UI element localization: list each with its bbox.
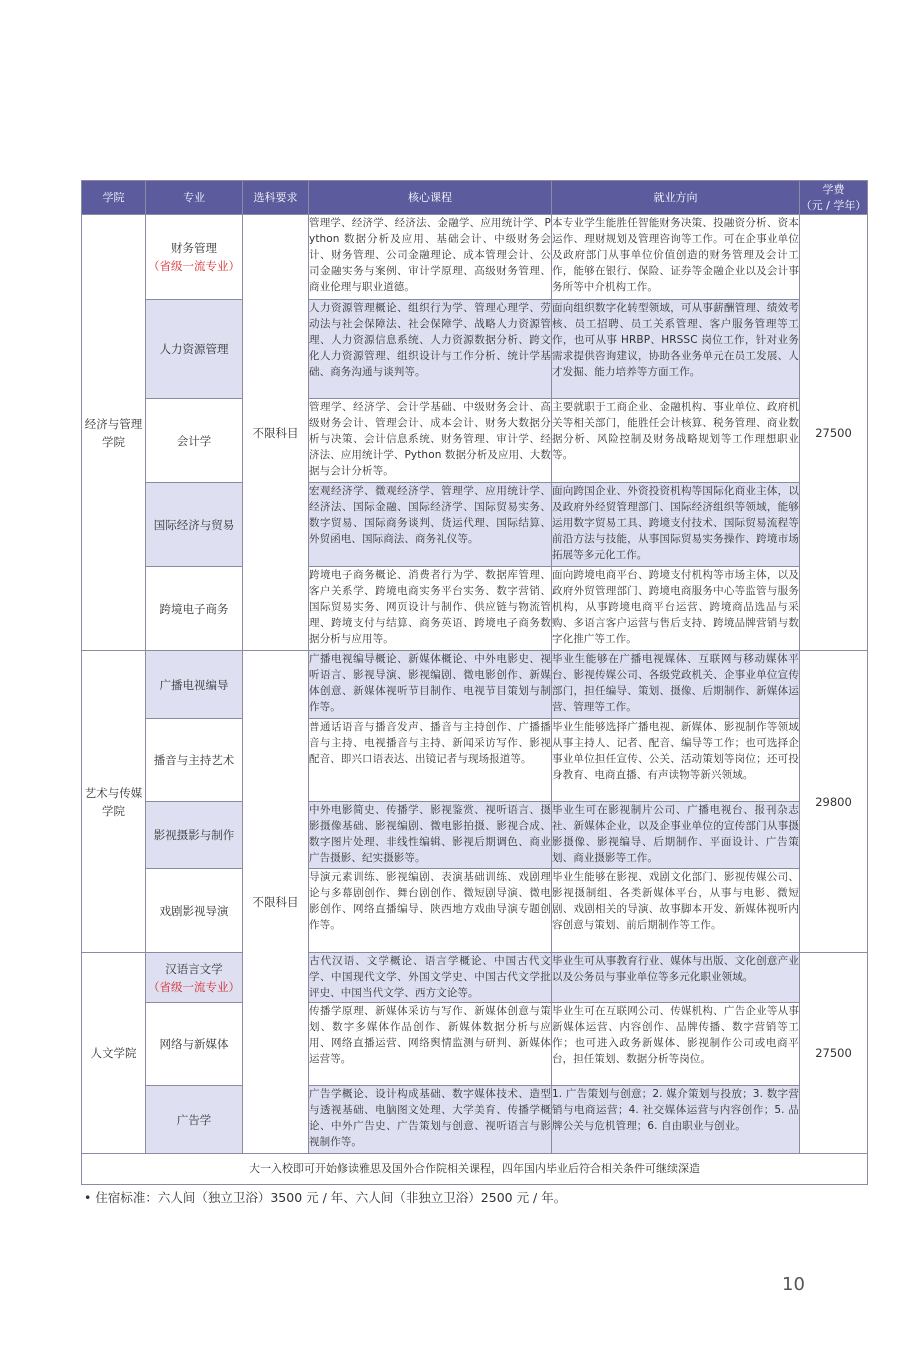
header-fee — [800, 181, 868, 215]
table-row — [82, 483, 868, 567]
career-cell: 面向跨境电商平台、跨境支付机构等市场主体，以及政府外贸管理部门、跨境电商服务中心等监管与服务机构，从事跨境电商平台运营、跨境商品选品与采购、多语言客户运营与售后支持、跨境品牌营销与数字化推广等工作。 — [552, 567, 800, 651]
table-row — [82, 399, 868, 483]
header-requirement: 选科要求 — [243, 181, 309, 215]
career-cell: 面向跨国企业、外资投资机构等国际化商业主体，以及政府外经贸管理部门、国际经济组织等领域，能够运用数字贸易工具、跨境支付技术、国际贸易流程等前沿方法与技能，从事国际贸易实务操作、跨境市场拓展等多元化工作。 — [552, 483, 800, 567]
career-cell: 毕业生能够在广播电视媒体、互联网与移动媒体平台、影视传媒公司、各级党政机关、企事业单位宣传部门，担任编导、策划、摄像、后期制作、新媒体运营、管理等工作。 — [552, 651, 800, 719]
courses-cell: 中外电影简史、传播学、影视鉴赏、视听语言、摄影摄像基础、影视编剧、微电影拍摄、影视合成、数字图片处理、非线性编辑、影视后期调色、商业广告摄影、纪实摄影等。 — [309, 802, 552, 869]
major-name: 戏剧影视导演 — [159, 903, 229, 918]
major-name: 人力资源管理 — [159, 342, 229, 356]
major-cell — [146, 953, 243, 1003]
fee-cell: 29800 — [800, 651, 868, 953]
major-cell — [146, 869, 243, 953]
major-cell — [146, 651, 243, 719]
fee-cell: 27500 — [800, 953, 868, 1154]
table-row — [82, 1086, 868, 1154]
courses-cell: 管理学、经济学、经济法、金融学、应用统计学、Python 数据分析及应用、基础会计、中级财务会计、财务管理、公司金融理论、成本管理会计、公司金融实务与案例、审计学原理、高级财务管理、商业伦理与职业道德。 — [309, 215, 552, 300]
courses-cell: 古代汉语、文学概论、语言学概论、中国古代文学、中国现代文学、外国文学史、中国古代文学批评史、中国当代文学、西方文论等。 — [309, 953, 552, 1003]
career-cell: 毕业生能够在影视、戏剧文化部门、影视传媒公司、影视摄制组、各类新媒体平台，从事与电影、微短剧、戏剧相关的导演、故事脚本开发、新媒体视听内容创意与策划、前后期制作等工作。 — [552, 869, 800, 953]
college-cell: 经济与管理学院 — [82, 215, 146, 651]
majors-table — [81, 180, 868, 1185]
major-cell — [146, 399, 243, 483]
table-row — [82, 802, 868, 869]
page-number: 10 — [782, 1274, 805, 1295]
major-cell — [146, 483, 243, 567]
courses-cell: 人力资源管理概论、组织行为学、管理心理学、劳动法与社会保障法、社会保障学、战略人力资源管理、人力资源信息系统、人力资源数据分析、跨文化人力资源管理、组织设计与工作分析、统计学基础、商务沟通与谈判等。 — [309, 300, 552, 399]
career-cell: 毕业生可从事教育行业、媒体与出版、文化创意产业以及公务员与事业单位等多元化职业领域。 — [552, 953, 800, 1003]
major-name: 播音与主持艺术 — [153, 753, 235, 767]
courses-cell: 广告学概论、设计构成基础、数字媒体技术、造型与透视基础、电脑图文处理、大学美育、传播学概论、中外广告史、广告策划与创意、视听语言与影视制作等。 — [309, 1086, 552, 1154]
major-name: 跨境电子商务 — [159, 601, 229, 616]
accommodation-note: • 住宿标准：六人间（独立卫浴）3500 元 / 年、六人间（非独立卫浴）2500 元 / 年。 — [84, 1190, 567, 1205]
major-name: 广告学 — [176, 1112, 212, 1127]
table-row — [82, 719, 868, 802]
courses-cell: 导演元素训练、影视编剧、表演基础训练、戏剧理论与多幕剧创作、舞台剧创作、微短剧导演、微电影创作、网络直播编导、陕西地方戏曲导演专题创作等。 — [309, 869, 552, 953]
major-cell — [146, 802, 243, 869]
header-fee-line2: （元 / 学年） — [800, 198, 867, 212]
major-name: 会计学 — [176, 433, 212, 448]
requirement-cell: 不限科目 — [243, 215, 309, 651]
table-row — [82, 651, 868, 719]
header-career: 就业方向 — [552, 181, 800, 215]
major-name: 网络与新媒体 — [159, 1037, 229, 1051]
fee-cell: 27500 — [800, 215, 868, 651]
table-row — [82, 567, 868, 651]
table-row — [82, 215, 868, 300]
career-cell: 主要就职于工商企业、金融机构、事业单位、政府机关等相关部门，能胜任会计核算、税务管理、商业数据分析、风险控制及财务战略规划等工作理想职业等。 — [552, 399, 800, 483]
major-cell — [146, 300, 243, 399]
footer-note-cell: 大一入校即可开始修读雅思及国外合作院相关课程，四年国内毕业后符合相关条件可继续深造 — [82, 1154, 868, 1185]
college-cell: 艺术与传媒学院 — [82, 651, 146, 953]
table-row — [82, 869, 868, 953]
major-cell — [146, 567, 243, 651]
table-row — [82, 1003, 868, 1086]
table-header-row — [82, 181, 868, 215]
major-name: 国际经济与贸易 — [153, 517, 235, 532]
header-core-courses: 核心课程 — [309, 181, 552, 215]
career-cell: 毕业生可在互联网公司、传媒机构、广告企业等从事新媒体运营、内容创作、品牌传播、数字营销等工作；也可进入政务新媒体、影视制作公司或电商平台，担任策划、数据分析等岗位。 — [552, 1003, 800, 1086]
career-cell: 本专业学生能胜任智能财务决策、投融资分析、资本运作、理财规划及管理咨询等工作。可在企事业单位及政府部门从事单位价值创造的财务管理及会计工作，能够在银行、保险、证券等金融企业以及会计事务所等中介机构工作。 — [552, 215, 800, 300]
courses-cell: 宏观经济学、微观经济学、管理学、应用统计学、经济法、国际金融、国际经济学、国际贸易实务、数字贸易、国际商务谈判、货运代理、国际结算、外贸函电、国际商法、商务礼仪等。 — [309, 483, 552, 567]
career-cell: 面向组织数字化转型领域，可从事薪酬管理、绩效考核、员工招聘、员工关系管理、客户服务管理等工作，也可从事 HRBP、HRSSC 岗位工作，针对业务需求提供咨询建议，协助各业务单元在员工发展、人才发掘、能力培养等方面工作。 — [552, 300, 800, 399]
header-college: 学院 — [82, 181, 146, 215]
major-name: 财务管理 — [171, 241, 217, 255]
major-name: 广播电视编导 — [159, 677, 229, 692]
college-cell: 人文学院 — [82, 953, 146, 1154]
major-cell — [146, 1086, 243, 1154]
table-footer-row — [82, 1154, 868, 1185]
career-cell: 毕业生能够选择广播电视、新媒体、影视制作等领域从事主持人、记者、配音、编导等工作；也可选择企事业单位担任宣传、公关、活动策划等岗位；还可投身教育、电商直播、有声读物等新兴领域。 — [552, 719, 800, 802]
requirement-cell: 不限科目 — [243, 651, 309, 1154]
major-tag: （省级一流专业） — [148, 979, 240, 994]
career-cell: 毕业生可在影视制片公司、广播电视台、报刊杂志社、新媒体企业，以及企事业单位的宣传部门从事摄影摄像、影视编导、后期制作、平面设计、广告策划、商业摄影等工作。 — [552, 802, 800, 869]
courses-cell: 广播电视编导概论、新媒体概论、中外电影史、视听语言、影视导演、影视编剧、微电影创作、新媒体创意、新媒体视听节目制作、电视节目策划与制作等。 — [309, 651, 552, 719]
header-major: 专业 — [146, 181, 243, 215]
courses-cell: 普通话语音与播音发声、播音与主持创作、广播播音与主持、电视播音与主持、新闻采访写作、影视配音、即兴口语表达、出镜记者与现场报道等。 — [309, 719, 552, 802]
major-name: 汉语言文学 — [165, 961, 223, 976]
header-fee-line1: 学费 — [822, 182, 845, 196]
major-cell — [146, 215, 243, 300]
career-cell: 1. 广告策划与创意；2. 媒介策划与投放；3. 数字营销与电商运营；4. 社交媒体运营与内容创作；5. 品牌公关与危机管理；6. 自由职业与创业。 — [552, 1086, 800, 1154]
courses-cell: 跨境电子商务概论、消费者行为学、数据库管理、客户关系学、跨境电商实务平台实务、数字营销、国际贸易实务、网页设计与制作、供应链与物流管理、跨境支付与结算、商务英语、跨境电子商务数据分析与应用等。 — [309, 567, 552, 651]
table-row — [82, 953, 868, 1003]
major-cell — [146, 1003, 243, 1086]
courses-cell: 管理学、经济学、会计学基础、中级财务会计、高级财务会计、管理会计、成本会计、财务大数据分析与决策、会计信息系统、财务管理、审计学、经济法、应用统计学、Python 数据分析及应用、大数据与会计分析等。 — [309, 399, 552, 483]
major-name: 影视摄影与制作 — [153, 828, 235, 842]
courses-cell: 传播学原理、新媒体采访与写作、新媒体创意与策划、数字多媒体作品创作、新媒体数据分析与应用、网络直播运营、网络舆情监测与研判、新媒体运营等。 — [309, 1003, 552, 1086]
table-row — [82, 300, 868, 399]
major-cell — [146, 719, 243, 802]
major-tag: （省级一流专业） — [148, 259, 240, 273]
